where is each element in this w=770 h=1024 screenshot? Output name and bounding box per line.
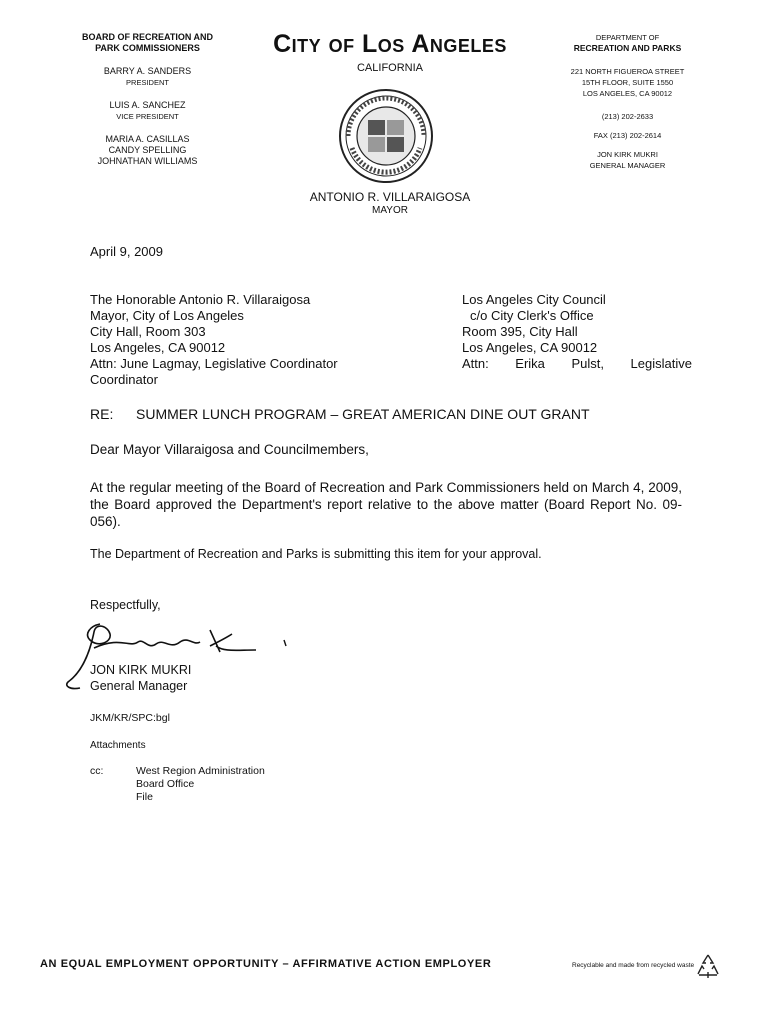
recipient-right-line: Los Angeles, CA 90012 [462,340,598,355]
recipient-right-line: Los Angeles City Council [462,292,606,307]
letter-date: April 9, 2009 [90,244,163,259]
dept-address1: 221 NORTH FIGUEROA STREET [570,67,685,76]
mayor-title: MAYOR [372,205,408,216]
recipient-left-line: Mayor, City of Los Angeles [90,308,244,323]
recycle-icon [694,952,722,980]
recipient-left [90,292,420,388]
recipient-right [462,292,692,372]
city-title: City of Los Angeles [273,30,507,58]
signer-title: General Manager [90,679,188,693]
attn-word: Erika [515,356,545,371]
eeo-footer: AN EQUAL EMPLOYMENT OPPORTUNITY – AFFIRMATIVE ACTION EMPLOYER [40,958,492,970]
closing: Respectfully, [90,598,161,612]
dept-address2: 15TH FLOOR, SUITE 1550 [581,78,674,87]
board-vp-name: LUIS A. SANCHEZ [109,100,186,110]
body-paragraph-2: The Department of Recreation and Parks is submitting this item for your approval. [90,547,542,561]
cc-block [90,765,265,804]
attn-word: Pulst, [571,356,604,371]
mayor-block [255,190,525,218]
mayor-name: ANTONIO R. VILLARAIGOSA [309,190,471,204]
board-column [60,32,235,167]
recipient-left-line: Attn: June Lagmay, Legislative Coordinator [90,356,338,371]
salutation: Dear Mayor Villaraigosa and Councilmembers, [90,442,369,457]
board-president-name: BARRY A. SANDERS [103,66,192,76]
cc-item: West Region Administration [136,765,265,777]
recipient-right-attn [462,356,692,372]
cc-label: cc: [90,765,104,777]
body-paragraph-1: At the regular meeting of the Board of Recreation and Park Commissioners held on March 4, 2009, the Board approved the Department's report relative to the above matter (Board Report No. 09-056). [90,480,682,529]
dept-phone: (213) 202-2633 [601,112,654,121]
state-label: CALIFORNIA [356,62,423,74]
dept-gm-name: JON KIRK MUKRI [597,150,658,159]
cc-item: Board Office [136,778,195,790]
recipient-right-line: c/o City Clerk's Office [470,308,594,323]
attn-word: Legislative [630,356,692,371]
cc-item: File [136,791,153,803]
dept-gm-title: GENERAL MANAGER [589,161,666,170]
attn-word: Attn: [462,356,489,371]
dept-line2: RECREATION AND PARKS [573,43,682,53]
reference-initials: JKM/KR/SPC:bgl [90,712,170,724]
dept-address3: LOS ANGELES, CA 90012 [582,89,673,98]
recipient-left-line: Los Angeles, CA 90012 [90,340,226,355]
attachments-label: Attachments [90,740,146,751]
board-heading-line2: PARK COMMISSIONERS [95,43,200,53]
city-seal-icon [338,88,434,184]
dept-line1: DEPARTMENT OF [595,33,660,42]
re-label: RE: [90,406,114,422]
cc-list [136,765,265,804]
re-subject: SUMMER LUNCH PROGRAM – GREAT AMERICAN DINE OUT GRANT [136,406,590,422]
board-member: MARIA A. CASILLAS [105,134,190,144]
recipient-left-line: Coordinator [90,372,158,387]
board-member: CANDY SPELLING [108,145,187,155]
dept-fax: FAX (213) 202-2614 [593,131,662,140]
recipient-right-line: Room 395, City Hall [462,324,578,339]
recipient-left-line: The Honorable Antonio R. Villaraigosa [90,292,311,307]
recipient-left-line: City Hall, Room 303 [90,324,206,339]
board-member: JOHNATHAN WILLIAMS [97,156,198,166]
recycled-note: Recyclable and made from recycled waste [572,962,695,969]
signer-name: JON KIRK MUKRI [90,663,192,677]
board-president-role: PRESIDENT [126,78,169,87]
board-vp-role: VICE PRESIDENT [116,112,179,121]
re-line [90,406,590,422]
board-heading-line1: BOARD OF RECREATION AND [82,32,213,42]
signer-block [90,662,191,694]
department-column [545,32,710,171]
